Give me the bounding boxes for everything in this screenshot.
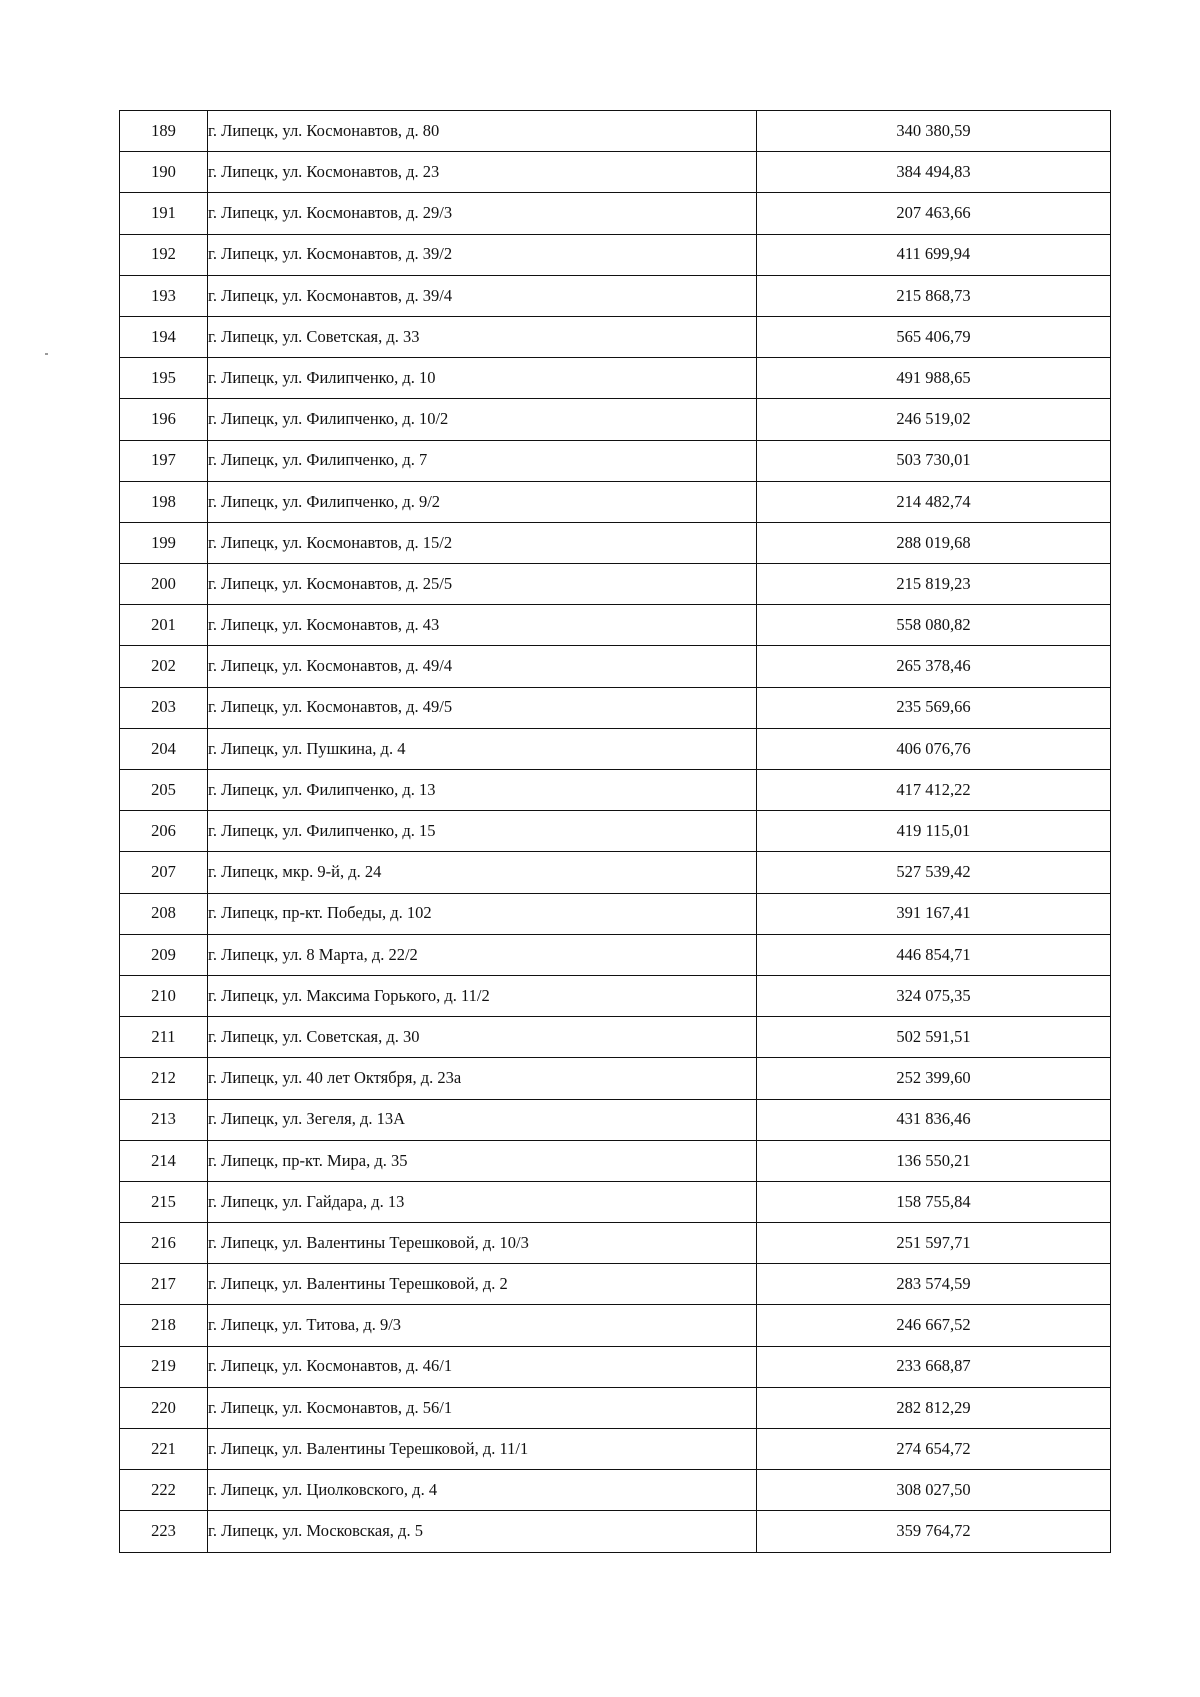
- table-row: [120, 1140, 1111, 1181]
- amount-cell: 235 569,66: [757, 687, 1111, 728]
- row-number-cell: 199: [120, 522, 208, 563]
- row-number-cell: 191: [120, 193, 208, 234]
- amount-cell: 503 730,01: [757, 440, 1111, 481]
- amount-cell: 246 519,02: [757, 399, 1111, 440]
- table-row: [120, 440, 1111, 481]
- table-row: [120, 1470, 1111, 1511]
- row-number-cell: 209: [120, 934, 208, 975]
- table-row: [120, 852, 1111, 893]
- amount-cell: 283 574,59: [757, 1264, 1111, 1305]
- address-cell: г. Липецк, ул. 40 лет Октября, д. 23а: [208, 1058, 757, 1099]
- table-row: [120, 481, 1111, 522]
- amount-cell: 417 412,22: [757, 770, 1111, 811]
- amount-cell: 340 380,59: [757, 111, 1111, 152]
- address-cell: г. Липецк, ул. Космонавтов, д. 49/5: [208, 687, 757, 728]
- amount-cell: 391 167,41: [757, 893, 1111, 934]
- address-cell: г. Липецк, ул. Валентины Терешковой, д. 2: [208, 1264, 757, 1305]
- address-amount-table: [119, 110, 1111, 1553]
- table-row: [120, 605, 1111, 646]
- address-cell: г. Липецк, ул. Советская, д. 33: [208, 316, 757, 357]
- amount-cell: 565 406,79: [757, 316, 1111, 357]
- table-row: [120, 152, 1111, 193]
- address-cell: г. Липецк, ул. Космонавтов, д. 23: [208, 152, 757, 193]
- row-number-cell: 223: [120, 1511, 208, 1552]
- table-row: [120, 934, 1111, 975]
- row-number-cell: 208: [120, 893, 208, 934]
- amount-cell: 324 075,35: [757, 975, 1111, 1016]
- table-row: [120, 1058, 1111, 1099]
- amount-cell: 491 988,65: [757, 358, 1111, 399]
- address-cell: г. Липецк, ул. Филипченко, д. 15: [208, 811, 757, 852]
- address-cell: г. Липецк, ул. Гайдара, д. 13: [208, 1181, 757, 1222]
- table-row: [120, 1017, 1111, 1058]
- row-number-cell: 189: [120, 111, 208, 152]
- row-number-cell: 200: [120, 564, 208, 605]
- row-number-cell: 197: [120, 440, 208, 481]
- amount-cell: 384 494,83: [757, 152, 1111, 193]
- row-number-cell: 203: [120, 687, 208, 728]
- table-row: [120, 111, 1111, 152]
- row-number-cell: 215: [120, 1181, 208, 1222]
- table-row: [120, 358, 1111, 399]
- amount-cell: 265 378,46: [757, 646, 1111, 687]
- amount-cell: 558 080,82: [757, 605, 1111, 646]
- table-row: [120, 193, 1111, 234]
- address-cell: г. Липецк, ул. Валентины Терешковой, д. 10/3: [208, 1223, 757, 1264]
- row-number-cell: 194: [120, 316, 208, 357]
- table-row: [120, 522, 1111, 563]
- row-number-cell: 204: [120, 728, 208, 769]
- row-number-cell: 207: [120, 852, 208, 893]
- row-number-cell: 210: [120, 975, 208, 1016]
- amount-cell: 308 027,50: [757, 1470, 1111, 1511]
- address-cell: г. Липецк, ул. Филипченко, д. 9/2: [208, 481, 757, 522]
- amount-cell: 207 463,66: [757, 193, 1111, 234]
- amount-cell: 288 019,68: [757, 522, 1111, 563]
- row-number-cell: 214: [120, 1140, 208, 1181]
- address-cell: г. Липецк, ул. Московская, д. 5: [208, 1511, 757, 1552]
- address-cell: г. Липецк, ул. Космонавтов, д. 39/4: [208, 275, 757, 316]
- row-number-cell: 206: [120, 811, 208, 852]
- amount-cell: 251 597,71: [757, 1223, 1111, 1264]
- row-number-cell: 211: [120, 1017, 208, 1058]
- table-row: [120, 646, 1111, 687]
- address-cell: г. Липецк, ул. Космонавтов, д. 80: [208, 111, 757, 152]
- amount-cell: 282 812,29: [757, 1387, 1111, 1428]
- address-cell: г. Липецк, ул. Космонавтов, д. 15/2: [208, 522, 757, 563]
- address-cell: г. Липецк, ул. Космонавтов, д. 29/3: [208, 193, 757, 234]
- address-cell: г. Липецк, ул. Максима Горького, д. 11/2: [208, 975, 757, 1016]
- address-cell: г. Липецк, ул. Филипченко, д. 10: [208, 358, 757, 399]
- amount-cell: 158 755,84: [757, 1181, 1111, 1222]
- row-number-cell: 201: [120, 605, 208, 646]
- scan-speck: [45, 353, 48, 355]
- amount-cell: 214 482,74: [757, 481, 1111, 522]
- row-number-cell: 202: [120, 646, 208, 687]
- amount-cell: 274 654,72: [757, 1429, 1111, 1470]
- address-cell: г. Липецк, ул. Космонавтов, д. 49/4: [208, 646, 757, 687]
- table-row: [120, 1346, 1111, 1387]
- table-row: [120, 770, 1111, 811]
- row-number-cell: 218: [120, 1305, 208, 1346]
- address-cell: г. Липецк, пр-кт. Победы, д. 102: [208, 893, 757, 934]
- row-number-cell: 220: [120, 1387, 208, 1428]
- table-row: [120, 1429, 1111, 1470]
- table-body: [120, 111, 1111, 1553]
- table-row: [120, 687, 1111, 728]
- table-row: [120, 1511, 1111, 1552]
- amount-cell: 406 076,76: [757, 728, 1111, 769]
- amount-cell: 411 699,94: [757, 234, 1111, 275]
- address-cell: г. Липецк, ул. Филипченко, д. 13: [208, 770, 757, 811]
- row-number-cell: 195: [120, 358, 208, 399]
- amount-cell: 502 591,51: [757, 1017, 1111, 1058]
- row-number-cell: 222: [120, 1470, 208, 1511]
- row-number-cell: 196: [120, 399, 208, 440]
- address-cell: г. Липецк, ул. Циолковского, д. 4: [208, 1470, 757, 1511]
- address-cell: г. Липецк, ул. Филипченко, д. 10/2: [208, 399, 757, 440]
- table-row: [120, 316, 1111, 357]
- amount-cell: 215 868,73: [757, 275, 1111, 316]
- table-row: [120, 564, 1111, 605]
- row-number-cell: 213: [120, 1099, 208, 1140]
- address-cell: г. Липецк, ул. Космонавтов, д. 46/1: [208, 1346, 757, 1387]
- row-number-cell: 221: [120, 1429, 208, 1470]
- table-row: [120, 1223, 1111, 1264]
- table-row: [120, 1305, 1111, 1346]
- amount-cell: 359 764,72: [757, 1511, 1111, 1552]
- amount-cell: 419 115,01: [757, 811, 1111, 852]
- address-cell: г. Липецк, ул. Филипченко, д. 7: [208, 440, 757, 481]
- row-number-cell: 193: [120, 275, 208, 316]
- amount-cell: 246 667,52: [757, 1305, 1111, 1346]
- table-row: [120, 1264, 1111, 1305]
- table-row: [120, 399, 1111, 440]
- address-cell: г. Липецк, ул. Титова, д. 9/3: [208, 1305, 757, 1346]
- table-row: [120, 811, 1111, 852]
- address-cell: г. Липецк, ул. Валентины Терешковой, д. 11/1: [208, 1429, 757, 1470]
- table-row: [120, 234, 1111, 275]
- address-cell: г. Липецк, мкр. 9-й, д. 24: [208, 852, 757, 893]
- row-number-cell: 190: [120, 152, 208, 193]
- row-number-cell: 212: [120, 1058, 208, 1099]
- table-row: [120, 1099, 1111, 1140]
- row-number-cell: 192: [120, 234, 208, 275]
- table-row: [120, 893, 1111, 934]
- address-cell: г. Липецк, ул. Космонавтов, д. 25/5: [208, 564, 757, 605]
- amount-cell: 431 836,46: [757, 1099, 1111, 1140]
- address-cell: г. Липецк, ул. Космонавтов, д. 43: [208, 605, 757, 646]
- row-number-cell: 217: [120, 1264, 208, 1305]
- table-row: [120, 1181, 1111, 1222]
- address-cell: г. Липецк, ул. Пушкина, д. 4: [208, 728, 757, 769]
- address-cell: г. Липецк, ул. Космонавтов, д. 56/1: [208, 1387, 757, 1428]
- amount-cell: 136 550,21: [757, 1140, 1111, 1181]
- address-cell: г. Липецк, ул. Космонавтов, д. 39/2: [208, 234, 757, 275]
- address-cell: г. Липецк, пр-кт. Мира, д. 35: [208, 1140, 757, 1181]
- table-row: [120, 975, 1111, 1016]
- table-row: [120, 728, 1111, 769]
- amount-cell: 446 854,71: [757, 934, 1111, 975]
- amount-cell: 252 399,60: [757, 1058, 1111, 1099]
- row-number-cell: 198: [120, 481, 208, 522]
- row-number-cell: 216: [120, 1223, 208, 1264]
- table-row: [120, 1387, 1111, 1428]
- address-cell: г. Липецк, ул. 8 Марта, д. 22/2: [208, 934, 757, 975]
- table-row: [120, 275, 1111, 316]
- row-number-cell: 205: [120, 770, 208, 811]
- row-number-cell: 219: [120, 1346, 208, 1387]
- amount-cell: 215 819,23: [757, 564, 1111, 605]
- amount-cell: 527 539,42: [757, 852, 1111, 893]
- address-cell: г. Липецк, ул. Советская, д. 30: [208, 1017, 757, 1058]
- address-cell: г. Липецк, ул. Зегеля, д. 13А: [208, 1099, 757, 1140]
- amount-cell: 233 668,87: [757, 1346, 1111, 1387]
